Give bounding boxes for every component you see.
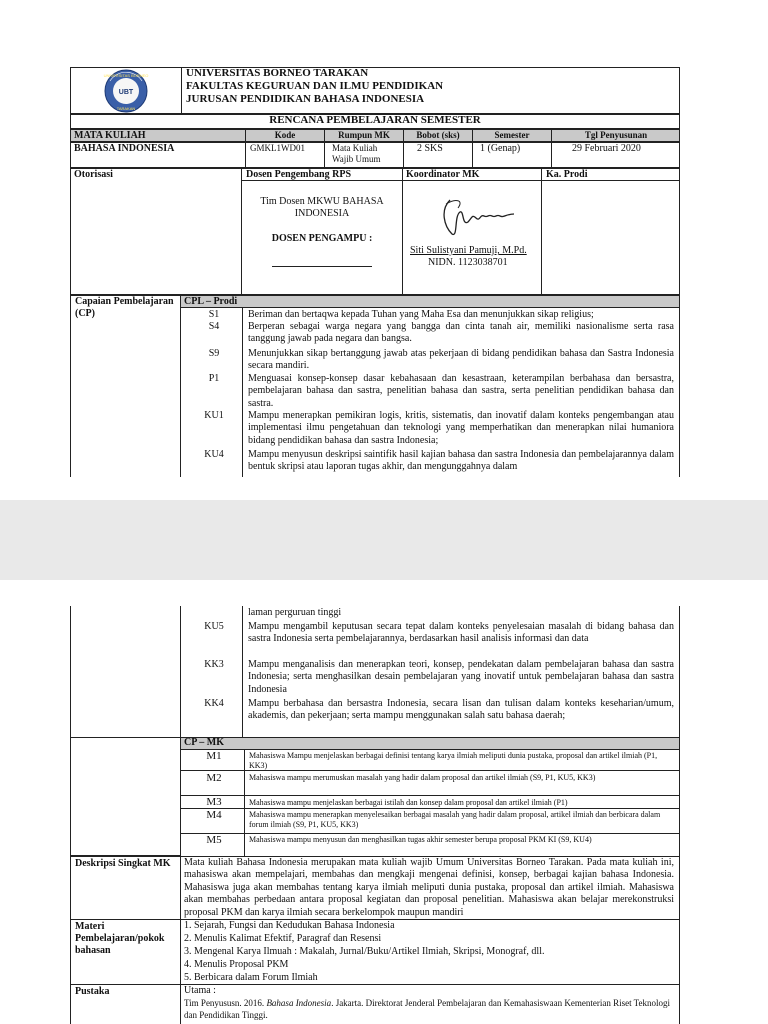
- mk-text: Mahasiswa mampu menjelaskan berbagai istilah dan konsep dalam proposal dan artikel ilmiah (P1): [249, 798, 568, 807]
- material-item: 2. Menulis Kalimat Efektif, Paragraf dan Resensi: [184, 933, 382, 944]
- references-main-label: Utama :: [184, 985, 216, 996]
- course-label: MATA KULIAH: [74, 130, 146, 141]
- description-label: Deskripsi Singkat MK: [75, 858, 171, 869]
- course-group: Mata Kuliah Wajib Umum: [332, 143, 381, 164]
- cpl-text: Menguasai konsep-konsep dasar kebahasaan dan kesastraan, keterampilan berbahasa dan bersastra, pembelajaran bahasa dan sastra, penelitian bahasa dan sastra, serta penelitian pendidikan bahasa dan sastra.: [248, 373, 674, 409]
- logo-bottom-text: TARAKAN: [116, 106, 136, 111]
- cpl-list: [180, 308, 680, 477]
- material-item: 4. Menulis Proposal PKM: [184, 959, 289, 970]
- course-name: BAHASA INDONESIA: [74, 143, 175, 154]
- cpl-code: S4: [208, 321, 220, 332]
- developer-cell: [241, 168, 403, 295]
- cpl-code: KU4: [204, 449, 224, 460]
- cp-label-cell: [70, 295, 181, 477]
- reference-prefix: Tim Penyususn. 2016.: [184, 998, 267, 1008]
- course-semester: 1 (Genap): [480, 143, 521, 154]
- cpl-text: Menunjukkan sikap bertanggung jawab atas pekerjaan di bidang pendidikan bahasa dan Sastra Indonesia secara mandiri.: [248, 348, 674, 372]
- authorization-label-cell: [70, 168, 242, 295]
- faculty-name: FAKULTAS KEGURUAN DAN ILMU PENDIDIKAN: [186, 80, 444, 92]
- reference-entry: [184, 998, 676, 1021]
- cpl-text: Berperan sebagai warga negara yang bangga dan cinta tanah air, memiliki nasionalisme serta rasa tanggung jawab pada negara dan bangsa.: [248, 321, 674, 345]
- document-title: RENCANA PEMBELAJARAN SEMESTER: [269, 114, 481, 126]
- code-label: Kode: [274, 130, 296, 140]
- cpl-text: Mampu menyusun deskripsi saintifik hasil kajian bahasa dan sastra Indonesia dan pembelajarannya dalam bentuk skripsi atau laporan tugas akhir, dan mengunggahnya dalam: [248, 449, 674, 473]
- logo-center-text: UBT: [118, 89, 134, 96]
- cpl-header-row: [180, 295, 680, 308]
- cpl-code: KU5: [204, 621, 224, 632]
- reference-suffix: . Jakarta. Direktorat Jenderal Pembelajaran dan Kemahasiswaan Kementerian Riset Teknologi dan Pendidikan Tinggi.: [184, 998, 671, 1020]
- description-text: Mata kuliah Bahasa Indonesia merupakan mata kuliah wajib Umum Universitas Borneo Tarakan. Pada mata kuliah ini, mahasiswa akan mempelajari, membahas dan mengkaji mengenai definisi, konsep, berbagai kajian bahasa Indonesia. Mahasiswa juga akan membahas tentang karya ilmiah meliputi dunia pustaka, proposal dan artikel ilmiah. Mahasiswa akan membahas perbedaan antara proposal kegiatan dan proposal penelitian. Mahasiswa akan belajar merekonstruksi proposal PKM dan karya ilmiah secara berkelompok maupun mandiri: [184, 857, 674, 918]
- cpl-header: CPL – Prodi: [184, 296, 238, 307]
- cpl-text: Beriman dan bertaqwa kepada Tuhan yang Maha Esa dan menunjukkan sikap religius;: [248, 309, 594, 320]
- material-item: 1. Sejarah, Fungsi dan Kedudukan Bahasa Indonesia: [184, 920, 395, 931]
- material-item: 5. Berbicara dalam Forum Ilmiah: [184, 972, 318, 983]
- group-label: Rumpun MK: [338, 130, 390, 140]
- course-credits: 2 SKS: [417, 143, 443, 154]
- authorization-label: Otorisasi: [74, 169, 113, 180]
- references-label: Pustaka: [75, 986, 110, 997]
- date-label: Tgl Penyusunan: [584, 130, 648, 140]
- cpl-code: S9: [208, 348, 220, 359]
- page-1: [0, 0, 768, 500]
- head-label: Ka. Prodi: [546, 169, 588, 180]
- cpl-text: Mampu menganalisis dan menerapkan teori, konsep, pendekatan dalam pembelajaran bahasa dan sastra Indonesia; serta menghasilkan desain pembelajaran yang inovatif untuk pembelajaran bahasa dan sastra Indonesia: [248, 659, 674, 695]
- mk-header: CP – MK: [184, 737, 224, 748]
- mk-text: Mahasiswa mampu menyusun dan menghasilkan tugas akhir semester berupa proposal PKM KI (S9, KU4): [249, 835, 592, 844]
- material-item: 3. Mengenal Karya Ilmuah : Makalah, Jurnal/Buku/Artikel Ilmiah, Skripsi, Monograf, dll.: [184, 946, 545, 957]
- mk-divider: [244, 749, 245, 857]
- university-logo-icon: [100, 68, 152, 114]
- coordinator-name: Siti Sulistyani Pamuji, M.Pd.: [410, 245, 527, 256]
- materials-label: Materi Pembelajaran/pokok bahasan: [75, 921, 165, 956]
- cpl-code: KK3: [204, 659, 224, 670]
- course-code: GMKL1WD01: [250, 143, 305, 153]
- page-2: [0, 580, 768, 1024]
- reference-title: Bahasa Indonesia: [266, 998, 332, 1008]
- cpl-continuation-text: laman perguruan tinggi: [248, 607, 342, 618]
- mk-text: Mahasiswa mampu merumuskan masalah yang hadir dalam proposal dan artikel ilmiah (S9, P1, KU5, KK3): [249, 773, 596, 782]
- mk-text: Mahasiswa mampu menerapkan menyelesaikan berbagai masalah yang hadir dalam proposal, artikel ilmiah dan berbicara dalam forum ilmiah (S9, P1, KU5, KK3): [249, 810, 661, 829]
- cpl-divider-2: [242, 606, 243, 738]
- cpl-text: Mampu menerapkan pemikiran logis, kritis, sistematis, dan inovatif dalam konteks pengembangan atau implementasi ilmu pengetahuan dan teknologi yang memperhatikan dan menerapkan nilai humaniora bidang pendidikan bahasa dan sastra Indonesia;: [248, 410, 674, 446]
- developer-label: Dosen Pengembang RPS: [246, 169, 352, 180]
- semester-label: Semester: [494, 130, 530, 140]
- course-date: 29 Februari 2020: [572, 143, 641, 154]
- logo-top-text: UNIVERSITAS BORNEO: [103, 73, 149, 78]
- coordinator-nidn: NIDN. 1123038701: [428, 257, 508, 268]
- department-name: JURUSAN PENDIDIKAN BAHASA INDONESIA: [186, 93, 425, 105]
- mk-code: M2: [206, 772, 222, 784]
- lecturer-signature-line: [272, 266, 372, 267]
- cpl-code: KU1: [204, 410, 224, 421]
- cp-label: Capaian Pembelajaran (CP): [75, 296, 174, 319]
- lecturer-label: DOSEN PENGAMPU :: [271, 233, 373, 244]
- mk-code: M5: [206, 834, 222, 846]
- coordinator-label: Koordinator MK: [406, 169, 480, 180]
- cpl-code: S1: [208, 309, 220, 320]
- developer-team: Tim Dosen MKWU BAHASA INDONESIA: [260, 196, 384, 219]
- mk-code: M3: [206, 796, 222, 808]
- cp-continue-label-cell: [70, 606, 181, 856]
- cpl-code: P1: [208, 373, 220, 384]
- coordinator-signature: [436, 196, 522, 240]
- cpl-code: KK4: [204, 698, 224, 709]
- cpl-text: Mampu mengambil keputusan secara tepat dalam konteks penyelesaian masalah di bidang bahasa dan sastra Indonesia serta pembelajarannya, berdasarkan hasil analisis informasi dan data: [248, 621, 674, 645]
- mk-text: Mahasiswa Mampu menjelaskan berbagai definisi tentang karya ilmiah meliputi dunia pustaka, proposal dan artikel ilmiah (P1, KK3): [249, 751, 658, 770]
- mk-code: M4: [206, 809, 222, 821]
- credits-label: Bobot (sks): [416, 130, 460, 140]
- university-name: UNIVERSITAS BORNEO TARAKAN: [186, 67, 369, 79]
- cpl-text: Mampu berbahasa dan bersastra Indonesia, secara lisan dan tulisan dalam konteks keseharian/umum, akademis, dan pekerjaan; serta mampu menggunakan salah satu bahasa daerah;: [248, 698, 674, 722]
- mk-code: M1: [206, 750, 222, 762]
